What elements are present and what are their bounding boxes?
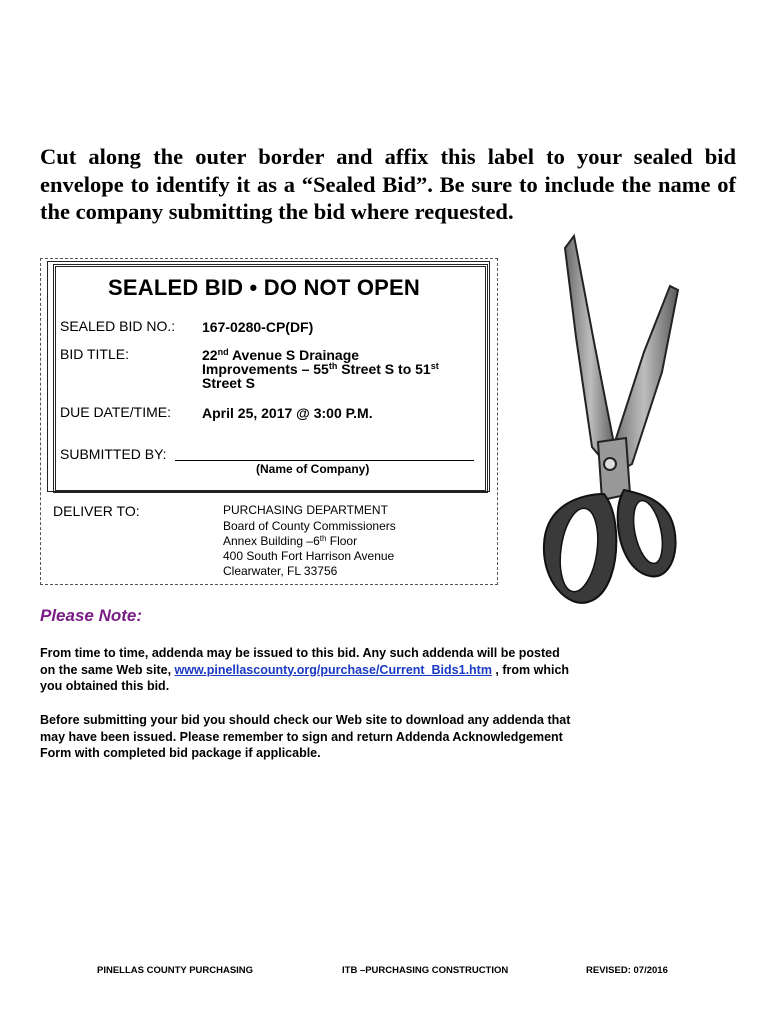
deliver-to-label: DELIVER TO:	[53, 503, 140, 519]
address-line-4: 400 South Fort Harrison Avenue	[223, 549, 395, 563]
addenda-line-1: From time to time, addenda may be issued to this bid. Any such addenda will be posted	[40, 646, 560, 660]
bid-title-label: BID TITLE:	[60, 346, 129, 362]
address-line-3: Annex Building –6th Floor	[223, 534, 358, 548]
bid-title-line-1: 22nd Avenue S Drainage	[202, 347, 360, 363]
footer-left: PINELLAS COUNTY PURCHASING	[97, 965, 254, 976]
instructions	[40, 143, 736, 226]
footer-center: ITB –PURCHASING CONSTRUCTION	[342, 965, 509, 976]
addenda-line-2: on the same Web site, www.pinellascounty.org/purchase/Current_Bids1.htm , from which	[40, 662, 570, 677]
addenda-line-3: you obtained this bid.	[40, 679, 170, 693]
bid-title-line-3: Street S	[202, 375, 255, 391]
bid-number-value: 167-0280-CP(DF)	[202, 319, 314, 335]
name-of-company-caption: (Name of Company)	[256, 462, 370, 476]
due-date-label: DUE DATE/TIME:	[60, 404, 171, 420]
address-line-5: Clearwater, FL 33756	[223, 564, 338, 578]
before-line-3: Form with completed bid package if applicable.	[40, 746, 321, 760]
address-line-2: Board of County Commissioners	[223, 519, 396, 533]
company-name-field[interactable]	[175, 460, 474, 461]
bid-number-label: SEALED BID NO.:	[60, 318, 176, 334]
addenda-paragraph	[40, 645, 632, 695]
before-line-1: Before submitting your bid you should check our Web site to download any addenda that	[40, 713, 571, 727]
instructions-line-1: Cut along the outer border and affix this label to your sealed bid	[40, 144, 736, 169]
instructions-line-3: the company submitting the bid where requested.	[40, 199, 514, 224]
sealed-bid-title: SEALED BID • DO NOT OPEN	[108, 275, 420, 300]
address-line-1: PURCHASING DEPARTMENT	[223, 503, 388, 517]
instructions-line-2: envelope to identify it as a “Sealed Bid”. Be sure to include the name of	[40, 171, 736, 197]
due-date-value: April 25, 2017 @ 3:00 P.M.	[202, 405, 373, 421]
please-note-heading: Please Note:	[40, 606, 143, 625]
scissors-icon	[532, 232, 682, 610]
current-bids-link[interactable]: www.pinellascounty.org/purchase/Current_Bids1.htm	[174, 662, 492, 677]
before-line-2: may have been issued. Please remember to sign and return Addenda Acknowledgement	[40, 729, 563, 744]
submitted-by-label: SUBMITTED BY:	[60, 446, 167, 462]
bid-title-line-2: Improvements – 55th Street S to 51st	[202, 361, 439, 377]
footer-right: REVISED: 07/2016	[586, 965, 668, 976]
before-submitting-paragraph	[40, 712, 632, 762]
